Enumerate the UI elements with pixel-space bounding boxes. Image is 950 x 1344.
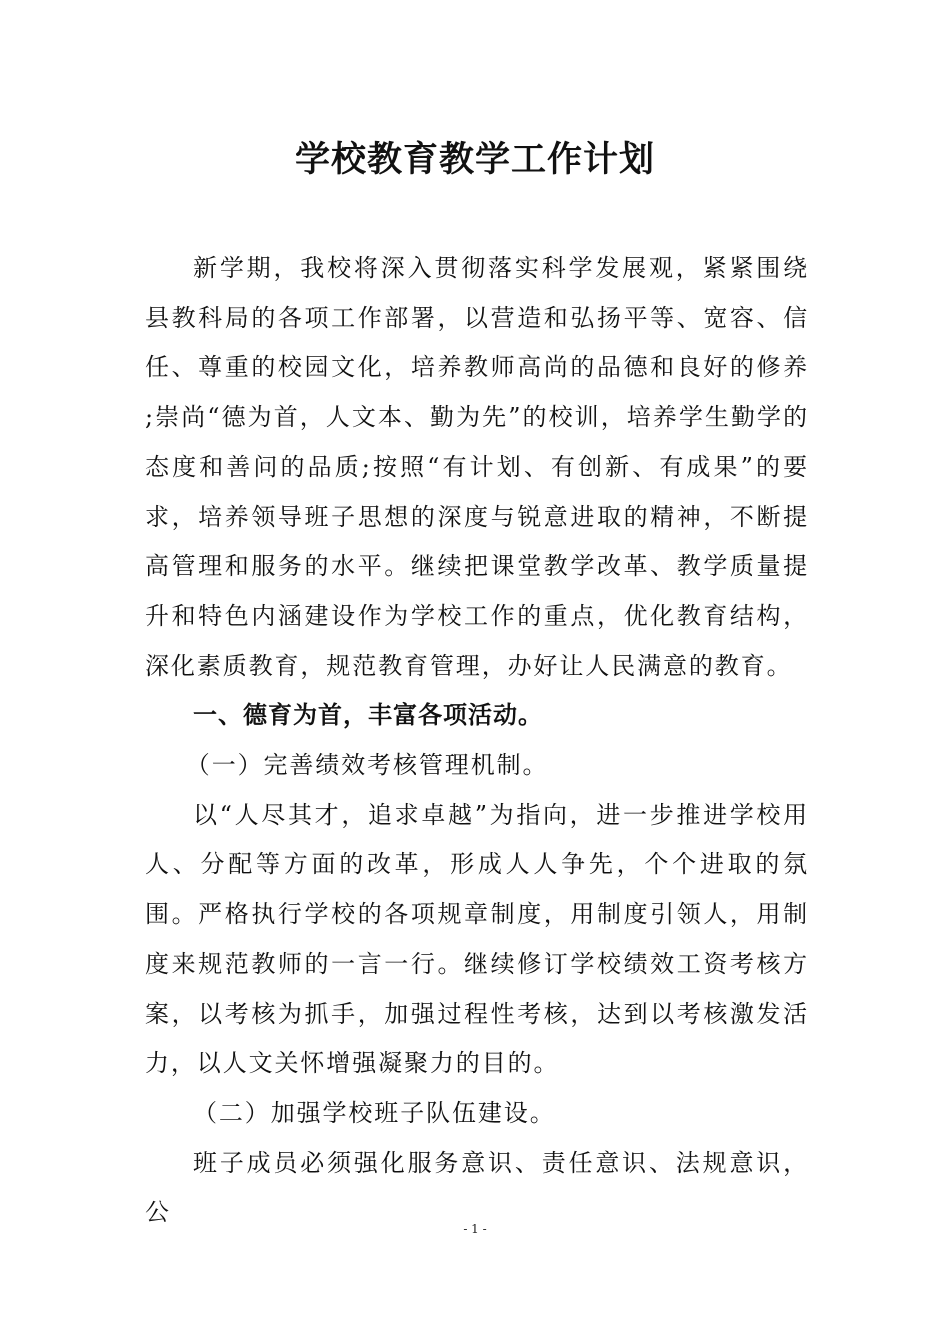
document-body — [145, 244, 809, 1238]
subsection-1-paragraph: 以“人尽其才，追求卓越”为指向，进一步推进学校用人、分配等方面的改革，形成人人争先，个个进取的氛围。严格执行学校的各项规章制度，用制度引领人，用制度来规范教师的一言一行。继续修订学校绩效工资考核方案，以考核为抓手，加强过程性考核，达到以考核激发活力，以人文关怀增强凝聚力的目的。 — [145, 800, 809, 1078]
subsection-heading-2: （二）加强学校班子队伍建设。 — [193, 1098, 556, 1127]
document-title: 学校教育教学工作计划 — [294, 139, 655, 180]
subsection-2-paragraph: 班子成员必须强化服务意识、责任意识、法规意识，公 — [145, 1148, 809, 1227]
subsection-heading-1: （一）完善绩效考核管理机制。 — [185, 751, 549, 780]
section-heading-1: 一、德育为首，丰富各项活动。 — [193, 701, 543, 730]
intro-paragraph: 新学期，我校将深入贯彻落实科学发展观，紧紧围绕县教科局的各项工作部署，以营造和弘扬平等、宽容、信任、尊重的校园文化，培养教师高尚的品德和良好的修养 ;崇尚“德为首，人文本、勤为先”的校训，培养学生勤学的态度和善问的品质;按照“有计划、有创新、有成果”的要求，培养领导班子思想的深度与锐意进取的精神，不断提高管理和服务的水平。继续把课堂教学改革、教学质量提升和特色内涵建设作为学校工作的重点，优化教育结构，深化素质教育，规范教育管理，办好让人民满意的教育。 — [145, 254, 809, 680]
page-number: - 1 - — [463, 1222, 487, 1236]
